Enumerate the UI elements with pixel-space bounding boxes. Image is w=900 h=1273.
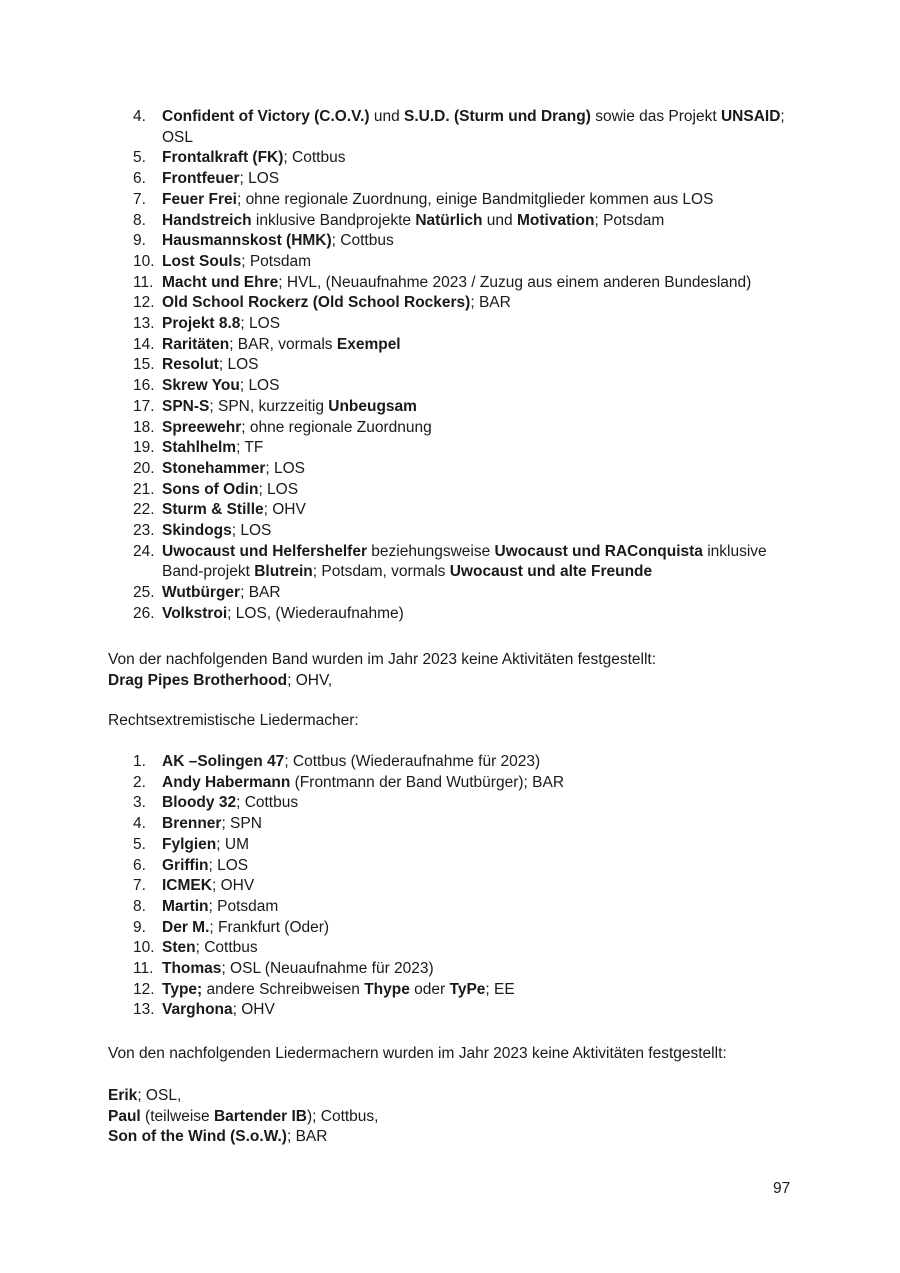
- list-item-number: 18.: [133, 418, 155, 436]
- list-item-number: 19.: [133, 439, 155, 457]
- entry-text: und: [482, 211, 517, 229]
- list-item-number: 20.: [133, 459, 155, 477]
- entry-text: ; OSL,: [137, 1087, 182, 1104]
- entry-name-bold: Unbeugsam: [328, 397, 417, 415]
- list-item: [108, 107, 798, 148]
- list-item-number: 25.: [133, 584, 155, 602]
- page-number: 97: [773, 1180, 791, 1197]
- band-list: [108, 107, 798, 625]
- entry-text: ; LOS: [231, 522, 272, 540]
- list-item: [108, 438, 798, 459]
- inactive-liedermacher-entry: [108, 1107, 808, 1128]
- list-item: [108, 190, 798, 211]
- entry-name-bold: Resolut: [162, 356, 219, 374]
- entry-text: ; EE: [485, 980, 515, 998]
- entry-text: ; LOS: [240, 315, 281, 333]
- entry-name-bold: Bartender IB: [213, 1107, 307, 1125]
- list-item-number: 7.: [133, 877, 146, 895]
- list-item: [108, 335, 798, 356]
- entry-text: ; LOS: [208, 856, 249, 874]
- entry-text: ; TF: [236, 439, 264, 457]
- list-item-number: 4.: [133, 108, 146, 125]
- entry-name-bold: Volkstroi: [162, 604, 228, 622]
- entry-text: ; Cottbus: [195, 939, 258, 957]
- entry-text: inklusive Band-projekt: [162, 542, 767, 581]
- entry-name-bold: Projekt 8.8: [162, 315, 241, 333]
- entry-text: ; LOS: [265, 459, 306, 477]
- entry-name-bold: TyPe: [449, 980, 486, 998]
- entry-name-bold: Lost Souls: [162, 252, 242, 270]
- list-item-number: 15.: [133, 356, 155, 374]
- entry-name-bold: Sturm & Stille: [162, 501, 264, 519]
- entry-name-bold: Son of the Wind (S.o.W.): [108, 1128, 287, 1146]
- list-item-number: 7.: [133, 190, 146, 208]
- list-item-number: 4.: [133, 815, 146, 833]
- list-item: [108, 814, 798, 835]
- entry-text: sowie das Projekt: [590, 108, 721, 125]
- list-item: [108, 1000, 798, 1021]
- entry-name-bold: Griffin: [162, 856, 209, 874]
- list-item-number: 6.: [133, 170, 146, 188]
- list-item-number: 2.: [133, 773, 146, 791]
- list-item-number: 8.: [133, 897, 146, 915]
- entry-text: (teilweise: [140, 1107, 214, 1125]
- entry-name-bold: Handstreich: [162, 211, 252, 229]
- list-item-number: 16.: [133, 377, 155, 395]
- entry-name-bold: Thomas: [162, 960, 222, 978]
- entry-name-bold: Brenner: [162, 815, 222, 833]
- list-item-number: 10.: [133, 939, 155, 957]
- entry-text: beziehungsweise: [367, 542, 495, 560]
- entry-text: ; Cottbus (Wiederaufnahme für 2023): [284, 753, 541, 770]
- entry-name-bold: Skindogs: [162, 522, 232, 540]
- list-item-number: 12.: [133, 980, 155, 998]
- list-item: [108, 980, 798, 1001]
- entry-text: andere Schreibweisen: [202, 980, 365, 998]
- list-item-number: 6.: [133, 856, 146, 874]
- list-item: [108, 918, 798, 939]
- list-item: [108, 959, 798, 980]
- entry-name-bold: Uwocaust und RAConquista: [494, 542, 703, 560]
- entry-name-bold: Raritäten: [162, 335, 230, 353]
- entry-text: ; UM: [216, 835, 249, 853]
- entry-name-bold: Erik: [108, 1087, 138, 1104]
- list-item-number: 10.: [133, 252, 155, 270]
- inactive-band-entry: [108, 671, 808, 692]
- list-item: [108, 355, 798, 376]
- entry-name-bold: Bloody 32: [162, 794, 237, 812]
- list-item: [108, 418, 798, 439]
- entry-name-bold: Sten: [162, 939, 196, 957]
- list-item: [108, 252, 798, 273]
- entry-text: ; ohne regionale Zuordnung: [241, 418, 432, 436]
- entry-name-bold: Frontalkraft (FK): [162, 149, 284, 167]
- entry-name-bold: Fylgien: [162, 835, 217, 853]
- entry-name-bold: AK –Solingen 47: [162, 753, 285, 770]
- entry-name-bold: Skrew You: [162, 377, 240, 395]
- inactive-liedermacher-entry: [108, 1127, 808, 1148]
- entry-name-bold: Martin: [162, 897, 209, 915]
- list-item: [108, 876, 798, 897]
- entry-name-bold: Sons of Odin: [162, 480, 259, 498]
- list-item-number: 12.: [133, 294, 155, 312]
- list-item-number: 9.: [133, 232, 146, 250]
- entry-name-bold: Paul: [108, 1107, 141, 1125]
- entry-text: ; Potsdam: [594, 211, 665, 229]
- entry-name-bold: UNSAID: [720, 108, 781, 125]
- entry-text: ; LOS: [218, 356, 259, 374]
- list-item: [108, 897, 798, 918]
- inactive-liedermacher-entry: [108, 1086, 808, 1107]
- list-item-number: 17.: [133, 397, 155, 415]
- list-item-number: 11.: [133, 273, 154, 291]
- entry-text: ; BAR, vormals: [229, 335, 337, 353]
- entry-text: ; Potsdam, vormals: [312, 563, 450, 581]
- list-item: [108, 856, 798, 877]
- list-item: [108, 273, 798, 294]
- entry-name-bold: Der M.: [162, 918, 210, 936]
- list-item-number: 21.: [133, 480, 155, 498]
- entry-name-bold: Wutbürger: [162, 584, 241, 602]
- entry-name-bold: Uwocaust und Helfershelfer: [162, 542, 367, 560]
- liedermacher-heading: Rechtsextremistische Liedermacher:: [108, 712, 359, 729]
- list-item-number: 23.: [133, 522, 155, 540]
- list-item-number: 13.: [133, 315, 155, 333]
- entry-name-bold: Stonehammer: [162, 459, 266, 477]
- entry-name-bold: Hausmannskost (HMK): [162, 232, 332, 250]
- list-item: [108, 793, 798, 814]
- entry-name-bold: Stahlhelm: [162, 439, 237, 457]
- entry-text: ; OHV: [232, 1001, 275, 1019]
- list-item: [108, 521, 798, 542]
- entry-text: ; LOS: [258, 480, 299, 498]
- entry-text: ; BAR: [286, 1128, 328, 1146]
- inactive-bands-paragraph: [108, 650, 808, 691]
- inactive-band-name: Drag Pipes Brotherhood: [108, 671, 288, 689]
- entry-text: ; Frankfurt (Oder): [209, 918, 330, 936]
- entry-name-bold: Thype: [364, 980, 410, 998]
- list-item: [108, 938, 798, 959]
- entry-text: ; LOS: [239, 170, 280, 188]
- entry-name-bold: Macht und Ehre: [162, 273, 279, 291]
- list-item: [108, 314, 798, 335]
- entry-name-bold: Natürlich: [415, 211, 483, 229]
- inactive-bands-intro: Von der nachfolgenden Band wurden im Jahr 2023 keine Aktivitäten festgestellt:: [108, 651, 657, 668]
- list-item-number: 26.: [133, 604, 155, 622]
- entry-text: ; OHV: [211, 877, 255, 895]
- list-item: [108, 583, 798, 604]
- entry-text: ; LOS, (Wiederaufnahme): [227, 604, 404, 622]
- entry-text: ; Cottbus: [236, 794, 299, 812]
- list-item-number: 5.: [133, 835, 146, 853]
- list-item-number: 13.: [133, 1001, 155, 1019]
- entry-text: ; OSL: [162, 108, 785, 146]
- inactive-liedermacher-entries: [108, 1086, 808, 1148]
- list-item-number: 1.: [133, 753, 146, 770]
- entry-name-bold: Varghona: [162, 1001, 233, 1019]
- entry-text: ; OSL (Neuaufnahme für 2023): [221, 960, 434, 978]
- entry-text: ; ohne regionale Zuordnung, einige Bandmitglieder kommen aus LOS: [236, 190, 714, 208]
- entry-text: ; BAR: [240, 584, 281, 602]
- list-item: [108, 604, 798, 625]
- entry-text: ); Cottbus,: [306, 1107, 379, 1125]
- entry-text: ; LOS: [239, 377, 280, 395]
- entry-name-bold: Motivation: [516, 211, 595, 229]
- entry-text: ; SPN, kurzzeitig: [209, 397, 329, 415]
- entry-name-bold: Frontfeuer: [162, 170, 240, 188]
- list-item: [108, 480, 798, 501]
- entry-name-bold: ICMEK: [162, 877, 212, 895]
- entry-name-bold: Old School Rockerz (Old School Rockers): [162, 294, 471, 312]
- list-item: [108, 752, 798, 773]
- list-item-number: 24.: [133, 542, 155, 560]
- list-item-number: 5.: [133, 149, 146, 167]
- list-item: [108, 148, 798, 169]
- list-item-number: 3.: [133, 794, 146, 812]
- entry-text: ; BAR: [470, 294, 511, 312]
- entry-text: inklusive Bandprojekte: [251, 211, 416, 229]
- entry-text: ; OHV: [263, 501, 306, 519]
- entry-name-bold: Spreewehr: [162, 418, 242, 436]
- entry-name-bold: SPN-S: [162, 397, 210, 415]
- list-item-number: 8.: [133, 211, 146, 229]
- list-item: [108, 542, 798, 583]
- entry-text: (Frontmann der Band Wutbürger); BAR: [290, 773, 565, 791]
- entry-text: ; Cottbus: [283, 149, 346, 167]
- list-item: [108, 211, 798, 232]
- entry-text: ; Potsdam: [241, 252, 312, 270]
- inactive-band-region: ; OHV,: [287, 671, 333, 689]
- list-item-number: 22.: [133, 501, 155, 519]
- list-item: [108, 376, 798, 397]
- list-item: [108, 169, 798, 190]
- list-item-number: 11.: [133, 960, 154, 978]
- entry-name-bold: Confident of Victory (C.O.V.): [162, 108, 370, 125]
- list-item: [108, 231, 798, 252]
- entry-text: ; Potsdam: [208, 897, 279, 915]
- list-item: [108, 397, 798, 418]
- list-item-number: 9.: [133, 918, 146, 936]
- entry-text: ; Cottbus: [331, 232, 394, 250]
- entry-name-bold: Uwocaust und alte Freunde: [449, 563, 653, 581]
- list-item-number: 14.: [133, 335, 155, 353]
- entry-text: und: [369, 108, 405, 125]
- list-item: [108, 459, 798, 480]
- entry-name-bold: Andy Habermann: [162, 773, 291, 791]
- inactive-liedermacher-intro: Von den nachfolgenden Liedermachern wurden im Jahr 2023 keine Aktivitäten festgestellt:: [108, 1045, 727, 1062]
- liedermacher-list: [108, 752, 798, 1021]
- entry-name-bold: Blutrein: [254, 563, 313, 581]
- entry-name-bold: Feuer Frei: [162, 190, 237, 208]
- list-item: [108, 500, 798, 521]
- list-item: [108, 293, 798, 314]
- list-item: [108, 835, 798, 856]
- entry-text: ; HVL, (Neuaufnahme 2023 / Zuzug aus einem anderen Bundesland): [278, 273, 752, 291]
- entry-text: oder: [409, 980, 450, 998]
- entry-name-bold: Type;: [162, 980, 203, 998]
- entry-text: ; SPN: [221, 815, 262, 833]
- entry-name-bold: S.U.D. (Sturm und Drang): [404, 108, 591, 125]
- entry-name-bold: Exempel: [336, 335, 401, 353]
- list-item: [108, 773, 798, 794]
